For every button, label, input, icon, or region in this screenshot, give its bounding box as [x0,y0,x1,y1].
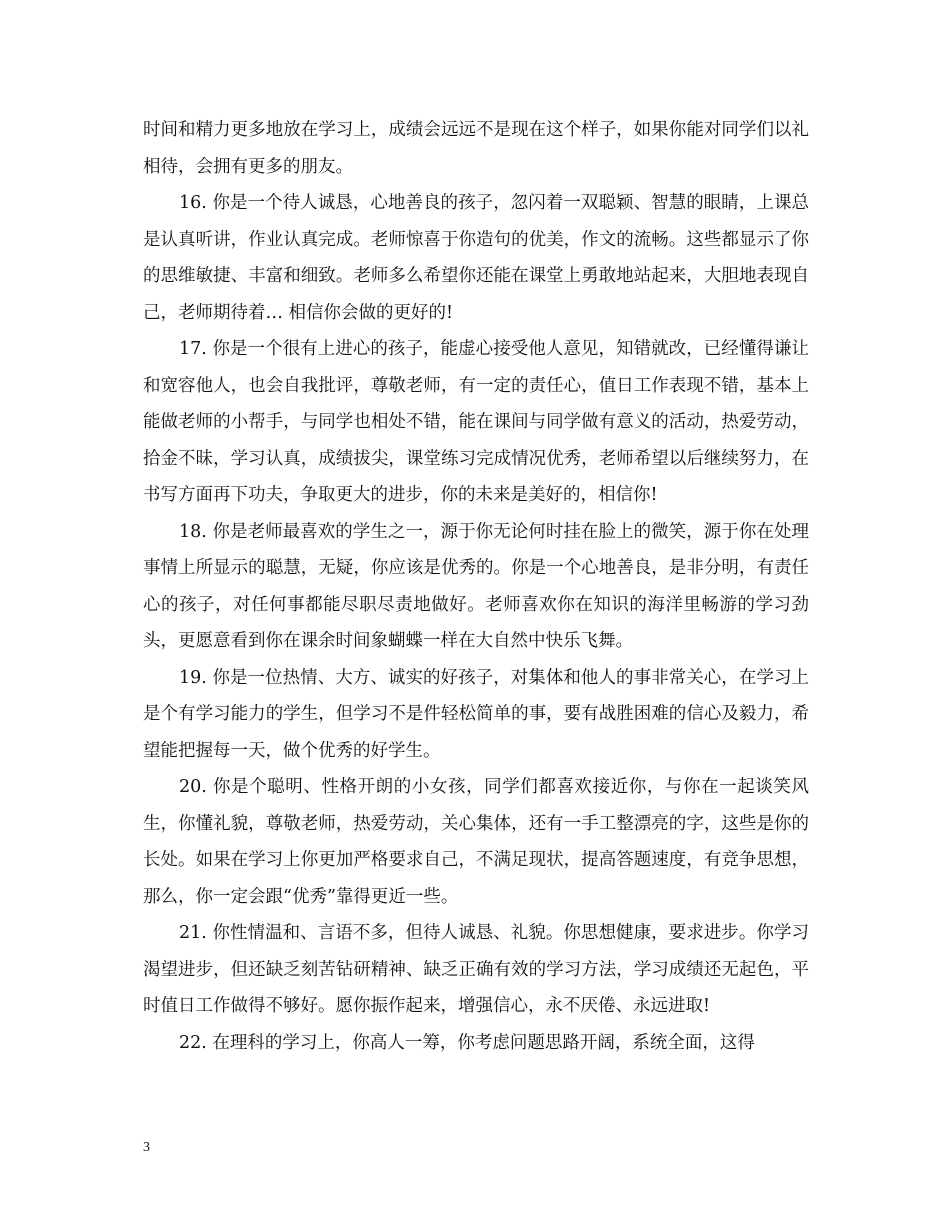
paragraph-comment-22: 22. 在理科的学习上，你高人一筹，你考虑问题思路开阔，系统全面，这得 [179,1032,755,1053]
paragraph-comment-19: 19. 你是一位热情、大方、诚实的好孩子，对集体和他人的事非常关心，在学习上是个有学习能力的学生，但学习不是件轻松简单的事，要有战胜困难的信心及毅力，希望能把握每一天，做个优秀的好学生。 [143,667,809,761]
paragraph-comment-20: 20. 你是个聪明、性格开朗的小女孩，同学们都喜欢接近你，与你在一起谈笑风生，你懂礼貌，尊敬老师，热爱劳动，关心集体，还有一手工整漂亮的字，这些是你的长处。如果在学习上你更加严格要求自己，不满足现状，提高答题速度，有竞争思想，那么，你一定会跟“优秀”靠得更近一些。 [143,777,809,907]
document-body [143,112,809,1061]
paragraph-comment-17: 17. 你是一个很有上进心的孩子，能虚心接受他人意见，知错就改，已经懂得谦让和宽容他人，也会自我批评，尊敬老师，有一定的责任心，值日工作表现不错，基本上能做老师的小帮手，与同学也相处不错，能在课间与同学做有意义的活动，热爱劳动，拾金不昧，学习认真，成绩拔尖，课堂练习完成情况优秀，老师希望以后继续努力，在书写方面再下功夫，争取更大的进步，你的未来是美好的，相信你! [143,339,809,505]
paragraph-comment-18: 18. 你是老师最喜欢的学生之一，源于你无论何时挂在脸上的微笑，源于你在处理事情上所显示的聪慧，无疑，你应该是优秀的。你是一个心地善良，是非分明，有责任心的孩子，对任何事都能尽职尽责地做好。老师喜欢你在知识的海洋里畅游的学习劲头，更愿意看到你在课余时间象蝴蝶一样在大自然中快乐飞舞。 [143,521,809,651]
paragraph-comment-21: 21. 你性情温和、言语不多，但待人诚恳、礼貌。你思想健康，要求进步。你学习渴望进步，但还缺乏刻苦钻研精神、缺乏正确有效的学习方法，学习成绩还无起色，平时值日工作做得不够好。愿你振作起来，增强信心，永不厌倦、永远进取! [143,923,809,1016]
paragraph-continuation: 时间和精力更多地放在学习上，成绩会远远不是现在这个样子，如果你能对同学们以礼相待，会拥有更多的朋友。 [143,120,809,177]
page-number: 3 [143,1140,150,1155]
paragraph-comment-16: 16. 你是一个待人诚恳，心地善良的孩子，忽闪着一双聪颖、智慧的眼睛，上课总是认真听讲，作业认真完成。老师惊喜于你造句的优美，作文的流畅。这些都显示了你的思维敏捷、丰富和细致。老师多么希望你还能在课堂上勇敢地站起来，大胆地表现自己，老师期待着… 相信你会做的更好的! [143,193,809,323]
